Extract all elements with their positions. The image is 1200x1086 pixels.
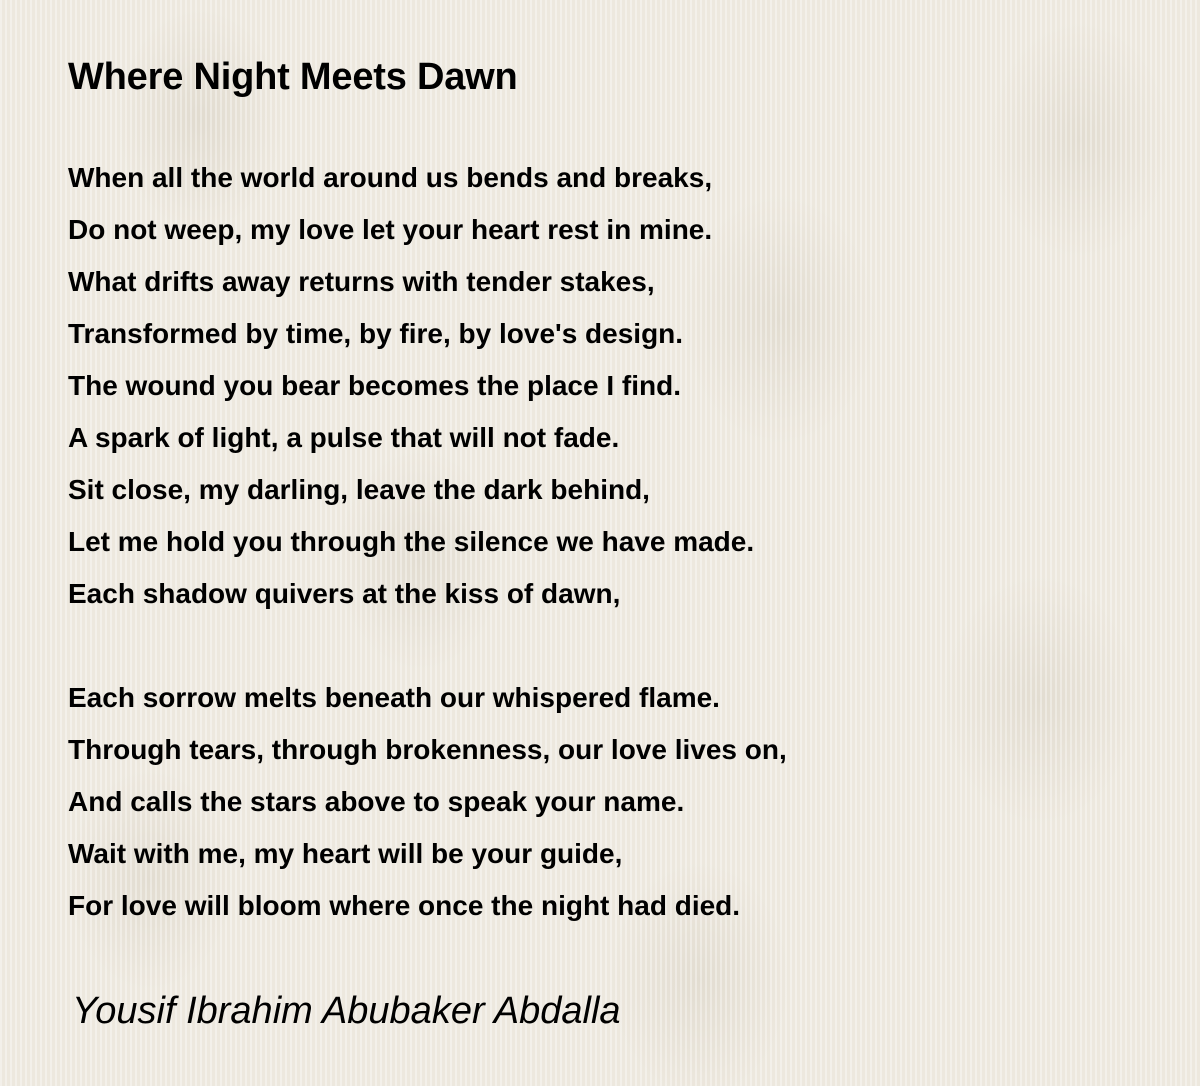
poem-line: Transformed by time, by fire, by love's design. bbox=[68, 318, 684, 349]
poem-line: Wait with me, my heart will be your guide, bbox=[68, 838, 623, 869]
poem-line: What drifts away returns with tender stakes, bbox=[68, 266, 655, 297]
poem-line: Do not weep, my love let your heart rest in mine. bbox=[68, 214, 713, 245]
poem-line: The wound you bear becomes the place I find. bbox=[68, 370, 681, 401]
stanza-1 bbox=[68, 152, 1148, 620]
poem-line: Let me hold you through the silence we have made. bbox=[68, 526, 755, 557]
poem-body bbox=[68, 152, 1148, 932]
poem-line: Sit close, my darling, leave the dark behind, bbox=[68, 474, 650, 505]
poem-title: Where Night Meets Dawn bbox=[68, 56, 518, 98]
poem-line: Each sorrow melts beneath our whispered flame. bbox=[68, 682, 720, 713]
poem-line: And calls the stars above to speak your name. bbox=[68, 786, 685, 817]
poem-line: Through tears, through brokenness, our love lives on, bbox=[68, 734, 787, 765]
poem-author: Yousif Ibrahim Abubaker Abdalla bbox=[72, 990, 621, 1032]
poem-line: When all the world around us bends and breaks, bbox=[68, 162, 713, 193]
poem-line: Each shadow quivers at the kiss of dawn, bbox=[68, 578, 621, 609]
poem-line: A spark of light, a pulse that will not fade. bbox=[68, 422, 620, 453]
poem-page bbox=[68, 54, 1148, 932]
poem-line: For love will bloom where once the night had died. bbox=[68, 890, 741, 921]
stanza-2 bbox=[68, 672, 1148, 932]
